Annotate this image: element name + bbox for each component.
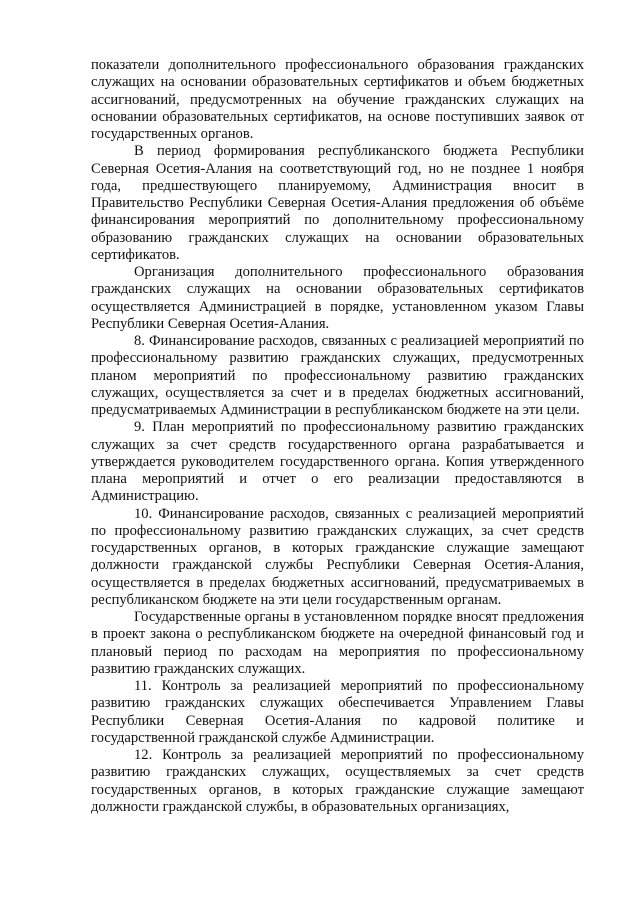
paragraph-9: 12. Контроль за реализацией мероприятий по профессиональному развитию гражданских служащих, осуществляемых за счет средств государственных органов, в которых гражданские служащие замещают должности гражданской службы, в образовательных организациях, (91, 747, 584, 815)
paragraph-2: В период формирования республиканского бюджета Республики Северная Осетия-Алания на соответствующий год, но не позднее 1 ноября года, предшествующего планируемому, Администрация вносит в Правительство Республики Северная Осетия-Алания предложения об объёме финансирования мероприятий по дополнительному профессиональному образованию гражданских служащих на основании образовательных сертификатов. (91, 143, 584, 263)
paragraph-3: Организация дополнительного профессионального образования гражданских служащих на основании образовательных сертификатов осуществляется Администрацией в порядке, установленном указом Главы Республики Северная Осетия-Алания. (91, 264, 584, 332)
paragraph-1: показатели дополнительного профессионального образования гражданских служащих на основании образовательных сертификатов и объем бюджетных ассигнований, предусмотренных на обучение гражданских служащих на основании образовательных сертификатов, на основе поступивших заявок от государственных органов. (91, 57, 584, 142)
document-page (91, 57, 584, 816)
paragraph-6: 10. Финансирование расходов, связанных с реализацией мероприятий по профессиональному развитию гражданских служащих, за счет средств государственных органов, в которых гражданские служащие замещают должности гражданской службы Республики Северная Осетия-Алания, осуществляется в пределах бюджетных ассигнований, предусматриваемых в республиканском бюджете на эти цели государственным органам. (91, 505, 584, 608)
paragraph-5: 9. План мероприятий по профессиональному развитию гражданских служащих за счет средств государственного органа разрабатывается и утверждается руководителем государственного органа. Копия утвержденного плана мероприятий и отчет о его реализации предоставляются в Администрацию. (91, 419, 584, 505)
paragraph-8: 11. Контроль за реализацией мероприятий по профессиональному развитию гражданских служащих обеспечивается Управлением Главы Республики Северная Осетия-Алания по кадровой политике и государственной гражданской службе Администрации. (91, 678, 584, 746)
paragraph-4: 8. Финансирование расходов, связанных с реализацией мероприятий по профессиональному развитию гражданских служащих, предусмотренных планом мероприятий по профессиональному развитию гражданских служащих, осуществляется за счет и в пределах бюджетных ассигнований, предусматриваемых Администрации в республиканском бюджете на эти цели. (91, 333, 584, 418)
paragraph-7: Государственные органы в установленном порядке вносят предложения в проект закона о республиканском бюджете на очередной финансовый год и плановый период по расходам на мероприятия по профессиональному развитию гражданских служащих. (91, 609, 584, 677)
